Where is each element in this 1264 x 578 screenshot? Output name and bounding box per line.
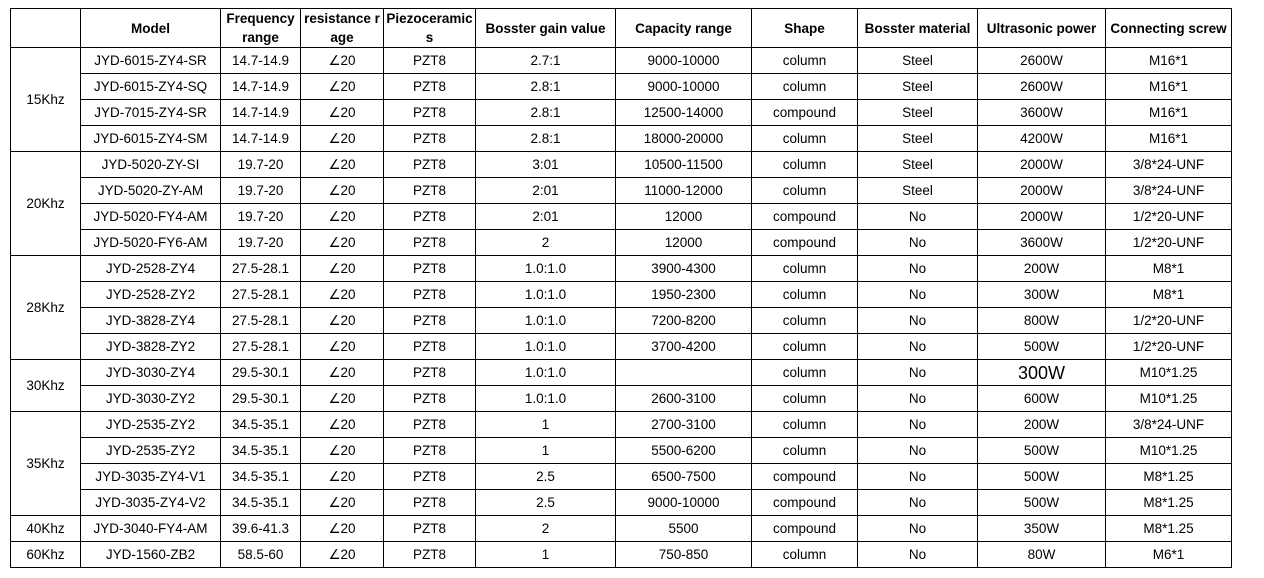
cell-ultrasonic-power: 500W: [978, 490, 1106, 516]
cell-shape: column: [752, 178, 858, 204]
cell-model: JYD-6015-ZY4-SR: [81, 48, 221, 74]
cell-booster-material: No: [858, 542, 978, 568]
cell-shape: column: [752, 152, 858, 178]
cell-ultrasonic-power: 300W: [978, 360, 1106, 386]
cell-connecting-screw: M8*1.25: [1106, 516, 1232, 542]
frequency-group-label: 15Khz: [11, 48, 81, 152]
cell-model: JYD-7015-ZY4-SR: [81, 100, 221, 126]
cell-booster-material: Steel: [858, 152, 978, 178]
cell-frequency-range: 19.7-20: [221, 152, 301, 178]
header-piezoceramics: Piezoceramics: [384, 9, 476, 48]
cell-booster-gain: 2.5: [476, 490, 616, 516]
cell-piezoceramics: PZT8: [384, 542, 476, 568]
cell-shape: column: [752, 334, 858, 360]
cell-shape: column: [752, 256, 858, 282]
cell-model: JYD-2528-ZY2: [81, 282, 221, 308]
cell-booster-material: No: [858, 204, 978, 230]
cell-frequency-range: 34.5-35.1: [221, 464, 301, 490]
table-row: [11, 412, 1232, 438]
cell-resistance-range: ∠20: [301, 256, 384, 282]
frequency-group-label: 60Khz: [11, 542, 81, 568]
cell-resistance-range: ∠20: [301, 542, 384, 568]
frequency-group-label: 20Khz: [11, 152, 81, 256]
cell-connecting-screw: M16*1: [1106, 100, 1232, 126]
cell-connecting-screw: 1/2*20-UNF: [1106, 230, 1232, 256]
cell-shape: column: [752, 360, 858, 386]
cell-connecting-screw: M8*1.25: [1106, 464, 1232, 490]
cell-capacity-range: 9000-10000: [616, 74, 752, 100]
cell-booster-material: Steel: [858, 48, 978, 74]
table-row: [11, 204, 1232, 230]
cell-ultrasonic-power: 2000W: [978, 152, 1106, 178]
cell-booster-material: No: [858, 334, 978, 360]
cell-capacity-range: 750-850: [616, 542, 752, 568]
cell-shape: column: [752, 438, 858, 464]
cell-capacity-range: 2600-3100: [616, 386, 752, 412]
table-row: [11, 100, 1232, 126]
cell-ultrasonic-power: 350W: [978, 516, 1106, 542]
cell-ultrasonic-power: 500W: [978, 464, 1106, 490]
cell-booster-gain: 1.0:1.0: [476, 282, 616, 308]
cell-shape: column: [752, 386, 858, 412]
header-resistance-range: resistance rage: [301, 9, 384, 48]
cell-piezoceramics: PZT8: [384, 360, 476, 386]
cell-ultrasonic-power: 200W: [978, 412, 1106, 438]
header-connecting-screw: Connecting screw: [1106, 9, 1232, 48]
table-row: [11, 542, 1232, 568]
cell-model: JYD-3828-ZY4: [81, 308, 221, 334]
cell-booster-gain: 1: [476, 412, 616, 438]
cell-piezoceramics: PZT8: [384, 48, 476, 74]
cell-piezoceramics: PZT8: [384, 464, 476, 490]
cell-shape: column: [752, 48, 858, 74]
table-row: [11, 282, 1232, 308]
frequency-group-label: 30Khz: [11, 360, 81, 412]
cell-model: JYD-6015-ZY4-SM: [81, 126, 221, 152]
frequency-group-label: 40Khz: [11, 516, 81, 542]
header-booster-gain: Bosster gain value: [476, 9, 616, 48]
cell-frequency-range: 27.5-28.1: [221, 334, 301, 360]
cell-connecting-screw: M6*1: [1106, 542, 1232, 568]
cell-capacity-range: [616, 360, 752, 386]
cell-connecting-screw: 3/8*24-UNF: [1106, 178, 1232, 204]
cell-resistance-range: ∠20: [301, 438, 384, 464]
cell-model: JYD-3040-FY4-AM: [81, 516, 221, 542]
cell-frequency-range: 39.6-41.3: [221, 516, 301, 542]
cell-ultrasonic-power: 3600W: [978, 230, 1106, 256]
cell-connecting-screw: M10*1.25: [1106, 386, 1232, 412]
cell-shape: column: [752, 126, 858, 152]
table-row: [11, 490, 1232, 516]
cell-booster-gain: 2.8:1: [476, 126, 616, 152]
cell-booster-gain: 2.7:1: [476, 48, 616, 74]
cell-capacity-range: 12000: [616, 204, 752, 230]
cell-model: JYD-3030-ZY4: [81, 360, 221, 386]
cell-shape: compound: [752, 464, 858, 490]
cell-shape: compound: [752, 100, 858, 126]
cell-ultrasonic-power: 500W: [978, 334, 1106, 360]
cell-booster-gain: 2:01: [476, 204, 616, 230]
cell-resistance-range: ∠20: [301, 74, 384, 100]
cell-booster-gain: 2.8:1: [476, 100, 616, 126]
cell-booster-material: No: [858, 516, 978, 542]
cell-booster-material: No: [858, 386, 978, 412]
cell-frequency-range: 27.5-28.1: [221, 308, 301, 334]
cell-frequency-range: 19.7-20: [221, 230, 301, 256]
cell-capacity-range: 11000-12000: [616, 178, 752, 204]
cell-capacity-range: 3900-4300: [616, 256, 752, 282]
cell-ultrasonic-power: 2600W: [978, 74, 1106, 100]
header-capacity-range: Capacity range: [616, 9, 752, 48]
cell-booster-gain: 1.0:1.0: [476, 334, 616, 360]
cell-piezoceramics: PZT8: [384, 256, 476, 282]
cell-piezoceramics: PZT8: [384, 204, 476, 230]
cell-connecting-screw: M8*1.25: [1106, 490, 1232, 516]
table-row: [11, 256, 1232, 282]
cell-ultrasonic-power: 600W: [978, 386, 1106, 412]
cell-ultrasonic-power: 4200W: [978, 126, 1106, 152]
cell-booster-material: Steel: [858, 100, 978, 126]
cell-connecting-screw: 1/2*20-UNF: [1106, 334, 1232, 360]
cell-shape: column: [752, 412, 858, 438]
cell-booster-gain: 1.0:1.0: [476, 386, 616, 412]
cell-connecting-screw: 1/2*20-UNF: [1106, 308, 1232, 334]
cell-booster-material: No: [858, 308, 978, 334]
cell-booster-gain: 1.0:1.0: [476, 256, 616, 282]
cell-resistance-range: ∠20: [301, 308, 384, 334]
cell-connecting-screw: M8*1: [1106, 282, 1232, 308]
cell-resistance-range: ∠20: [301, 412, 384, 438]
cell-booster-gain: 1: [476, 438, 616, 464]
frequency-group-label: 28Khz: [11, 256, 81, 360]
cell-resistance-range: ∠20: [301, 464, 384, 490]
cell-piezoceramics: PZT8: [384, 74, 476, 100]
cell-ultrasonic-power: 2600W: [978, 48, 1106, 74]
cell-booster-gain: 1.0:1.0: [476, 308, 616, 334]
cell-booster-material: Steel: [858, 74, 978, 100]
cell-frequency-range: 27.5-28.1: [221, 282, 301, 308]
cell-resistance-range: ∠20: [301, 282, 384, 308]
cell-capacity-range: 2700-3100: [616, 412, 752, 438]
table-row: [11, 334, 1232, 360]
transducer-spec-table: [10, 8, 1232, 568]
cell-piezoceramics: PZT8: [384, 100, 476, 126]
cell-booster-gain: 3:01: [476, 152, 616, 178]
cell-capacity-range: 5500-6200: [616, 438, 752, 464]
cell-piezoceramics: PZT8: [384, 438, 476, 464]
table-body: [11, 48, 1232, 568]
frequency-group-label: 35Khz: [11, 412, 81, 516]
cell-booster-gain: 1: [476, 542, 616, 568]
cell-model: JYD-5020-FY4-AM: [81, 204, 221, 230]
cell-connecting-screw: M10*1.25: [1106, 360, 1232, 386]
cell-model: JYD-5020-ZY-SI: [81, 152, 221, 178]
cell-ultrasonic-power: 80W: [978, 542, 1106, 568]
cell-booster-gain: 2.8:1: [476, 74, 616, 100]
header-row: [11, 9, 1232, 48]
cell-frequency-range: 29.5-30.1: [221, 360, 301, 386]
cell-resistance-range: ∠20: [301, 48, 384, 74]
cell-ultrasonic-power: 200W: [978, 256, 1106, 282]
cell-booster-gain: 2:01: [476, 178, 616, 204]
cell-frequency-range: 14.7-14.9: [221, 100, 301, 126]
cell-piezoceramics: PZT8: [384, 126, 476, 152]
cell-booster-material: No: [858, 412, 978, 438]
header-frequency-range: Frequency range: [221, 9, 301, 48]
cell-shape: column: [752, 308, 858, 334]
cell-booster-gain: 2.5: [476, 464, 616, 490]
cell-model: JYD-3035-ZY4-V2: [81, 490, 221, 516]
table-row: [11, 152, 1232, 178]
cell-model: JYD-5020-ZY-AM: [81, 178, 221, 204]
cell-booster-material: No: [858, 360, 978, 386]
header-shape: Shape: [752, 9, 858, 48]
cell-piezoceramics: PZT8: [384, 308, 476, 334]
cell-resistance-range: ∠20: [301, 516, 384, 542]
cell-resistance-range: ∠20: [301, 178, 384, 204]
cell-booster-gain: 2: [476, 230, 616, 256]
table-row: [11, 308, 1232, 334]
cell-capacity-range: 5500: [616, 516, 752, 542]
cell-ultrasonic-power: 500W: [978, 438, 1106, 464]
table-row: [11, 48, 1232, 74]
cell-capacity-range: 7200-8200: [616, 308, 752, 334]
cell-connecting-screw: 3/8*24-UNF: [1106, 152, 1232, 178]
cell-resistance-range: ∠20: [301, 386, 384, 412]
table-row: [11, 230, 1232, 256]
cell-frequency-range: 34.5-35.1: [221, 438, 301, 464]
cell-resistance-range: ∠20: [301, 334, 384, 360]
cell-shape: column: [752, 282, 858, 308]
cell-booster-material: No: [858, 490, 978, 516]
cell-booster-material: No: [858, 256, 978, 282]
cell-frequency-range: 14.7-14.9: [221, 126, 301, 152]
cell-model: JYD-2535-ZY2: [81, 438, 221, 464]
cell-shape: compound: [752, 516, 858, 542]
cell-capacity-range: 9000-10000: [616, 48, 752, 74]
cell-connecting-screw: M16*1: [1106, 74, 1232, 100]
cell-resistance-range: ∠20: [301, 126, 384, 152]
cell-capacity-range: 3700-4200: [616, 334, 752, 360]
table-row: [11, 126, 1232, 152]
cell-resistance-range: ∠20: [301, 152, 384, 178]
cell-shape: column: [752, 74, 858, 100]
cell-connecting-screw: 3/8*24-UNF: [1106, 412, 1232, 438]
cell-frequency-range: 58.5-60: [221, 542, 301, 568]
cell-capacity-range: 12500-14000: [616, 100, 752, 126]
cell-capacity-range: 6500-7500: [616, 464, 752, 490]
cell-model: JYD-3030-ZY2: [81, 386, 221, 412]
header-ultrasonic-power: Ultrasonic power: [978, 9, 1106, 48]
cell-booster-material: No: [858, 282, 978, 308]
cell-connecting-screw: M16*1: [1106, 48, 1232, 74]
cell-shape: column: [752, 542, 858, 568]
cell-connecting-screw: 1/2*20-UNF: [1106, 204, 1232, 230]
cell-piezoceramics: PZT8: [384, 334, 476, 360]
cell-capacity-range: 1950-2300: [616, 282, 752, 308]
cell-frequency-range: 34.5-35.1: [221, 490, 301, 516]
cell-capacity-range: 12000: [616, 230, 752, 256]
cell-model: JYD-1560-ZB2: [81, 542, 221, 568]
cell-piezoceramics: PZT8: [384, 230, 476, 256]
cell-model: JYD-2535-ZY2: [81, 412, 221, 438]
cell-piezoceramics: PZT8: [384, 386, 476, 412]
table-row: [11, 386, 1232, 412]
cell-resistance-range: ∠20: [301, 490, 384, 516]
cell-model: JYD-6015-ZY4-SQ: [81, 74, 221, 100]
cell-frequency-range: 34.5-35.1: [221, 412, 301, 438]
cell-connecting-screw: M10*1.25: [1106, 438, 1232, 464]
cell-frequency-range: 19.7-20: [221, 178, 301, 204]
cell-piezoceramics: PZT8: [384, 152, 476, 178]
cell-piezoceramics: PZT8: [384, 282, 476, 308]
cell-piezoceramics: PZT8: [384, 178, 476, 204]
cell-resistance-range: ∠20: [301, 230, 384, 256]
header-model: Model: [81, 9, 221, 48]
cell-piezoceramics: PZT8: [384, 412, 476, 438]
cell-ultrasonic-power: 2000W: [978, 204, 1106, 230]
cell-model: JYD-2528-ZY4: [81, 256, 221, 282]
cell-booster-material: No: [858, 464, 978, 490]
header-booster-material: Bosster material: [858, 9, 978, 48]
cell-frequency-range: 27.5-28.1: [221, 256, 301, 282]
cell-connecting-screw: M8*1: [1106, 256, 1232, 282]
cell-booster-material: No: [858, 438, 978, 464]
table-row: [11, 360, 1232, 386]
cell-frequency-range: 19.7-20: [221, 204, 301, 230]
cell-resistance-range: ∠20: [301, 204, 384, 230]
cell-shape: compound: [752, 230, 858, 256]
cell-booster-material: No: [858, 230, 978, 256]
table-row: [11, 74, 1232, 100]
cell-ultrasonic-power: 800W: [978, 308, 1106, 334]
table-row: [11, 464, 1232, 490]
cell-resistance-range: ∠20: [301, 100, 384, 126]
cell-capacity-range: 9000-10000: [616, 490, 752, 516]
cell-resistance-range: ∠20: [301, 360, 384, 386]
table-row: [11, 516, 1232, 542]
cell-frequency-range: 14.7-14.9: [221, 48, 301, 74]
cell-booster-material: Steel: [858, 178, 978, 204]
cell-frequency-range: 14.7-14.9: [221, 74, 301, 100]
cell-capacity-range: 18000-20000: [616, 126, 752, 152]
cell-ultrasonic-power: 2000W: [978, 178, 1106, 204]
cell-ultrasonic-power: 3600W: [978, 100, 1106, 126]
cell-piezoceramics: PZT8: [384, 490, 476, 516]
cell-model: JYD-3828-ZY2: [81, 334, 221, 360]
table-row: [11, 438, 1232, 464]
cell-frequency-range: 29.5-30.1: [221, 386, 301, 412]
cell-shape: compound: [752, 204, 858, 230]
cell-model: JYD-5020-FY6-AM: [81, 230, 221, 256]
header-group: [11, 9, 81, 48]
cell-ultrasonic-power: 300W: [978, 282, 1106, 308]
cell-booster-gain: 2: [476, 516, 616, 542]
cell-model: JYD-3035-ZY4-V1: [81, 464, 221, 490]
cell-booster-gain: 1.0:1.0: [476, 360, 616, 386]
table-row: [11, 178, 1232, 204]
cell-connecting-screw: M16*1: [1106, 126, 1232, 152]
cell-capacity-range: 10500-11500: [616, 152, 752, 178]
cell-piezoceramics: PZT8: [384, 516, 476, 542]
cell-booster-material: Steel: [858, 126, 978, 152]
cell-shape: compound: [752, 490, 858, 516]
